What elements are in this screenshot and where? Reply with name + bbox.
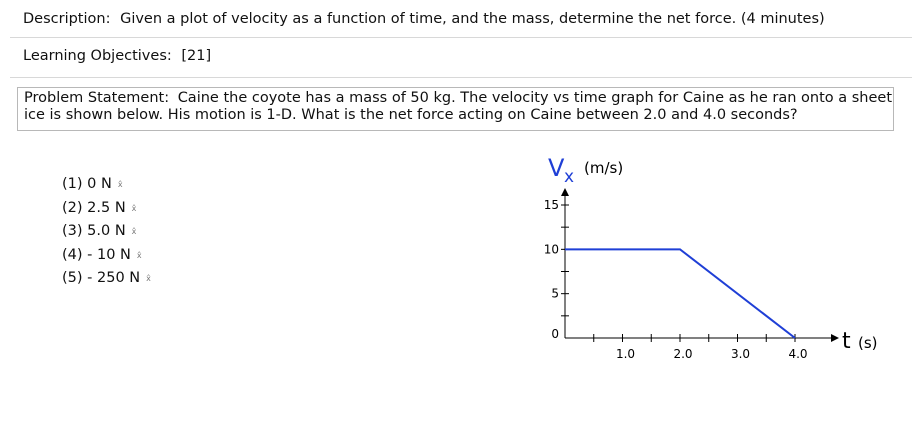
unit-vector-icon: x̂	[131, 203, 137, 213]
x-tick-labels	[616, 347, 808, 361]
y-axis-label-main: V	[548, 154, 565, 182]
y-tick-label: 15	[543, 198, 559, 212]
x-tick-label: 4.0	[788, 347, 808, 361]
description-label: Description:	[23, 11, 111, 27]
velocity-series-line	[565, 249, 795, 338]
option-text: - 250 N	[87, 270, 141, 286]
option-number: (3)	[62, 223, 83, 239]
answer-option-1[interactable]	[62, 176, 151, 200]
problem-text: Caine the coyote has a mass of 50 kg. The velocity vs time graph for Caine as he ran onto a sheet ice is shown below. His motion is 1-D. What is the net force acting on Caine between 2.0 and 4.0 seconds?	[24, 90, 893, 123]
y-tick-label: 0	[551, 327, 559, 341]
problem-label: Problem Statement:	[24, 90, 170, 106]
y-axis-label-unit: (m/s)	[584, 159, 624, 177]
option-number: (2)	[62, 199, 83, 216]
velocity-time-graph	[520, 148, 900, 378]
option-number: (4)	[62, 246, 83, 263]
x-tick-label: 1.0	[615, 347, 636, 361]
option-text: 2.5 N	[87, 199, 126, 216]
option-number: (1)	[62, 176, 83, 192]
unit-vector-icon: x̂	[136, 250, 142, 260]
y-tick-labels	[544, 198, 559, 341]
problem-statement-box	[17, 87, 894, 131]
x-tick-label: 3.0	[730, 347, 751, 361]
divider	[10, 37, 912, 38]
answer-options	[62, 176, 151, 294]
y-tick-label: 10	[543, 242, 559, 257]
description-line	[23, 11, 825, 27]
objectives-line	[23, 48, 211, 64]
unit-vector-icon: x̂	[117, 180, 123, 189]
x-axis-label-main: t	[842, 329, 851, 354]
option-text: 0 N	[87, 176, 112, 192]
option-number: (5)	[62, 270, 83, 286]
unit-vector-icon: x̂	[146, 274, 151, 283]
unit-vector-icon: x̂	[131, 227, 137, 236]
x-tick-label: 2.0	[673, 347, 693, 361]
x-axis-label-unit: (s)	[858, 334, 878, 352]
divider	[10, 77, 912, 78]
answer-option-5[interactable]	[62, 270, 151, 294]
answer-option-3[interactable]	[62, 223, 151, 247]
y-axis-label-subscript: x	[564, 167, 575, 187]
objectives-text: [21]	[181, 48, 212, 64]
axis-ticks	[561, 205, 795, 342]
answer-option-2[interactable]	[62, 200, 151, 224]
option-text: - 10 N	[87, 246, 131, 263]
description-text: Given a plot of velocity as a function of time, and the mass, determine the net force. (4 minutes)	[120, 11, 825, 27]
option-text: 5.0 N	[87, 223, 126, 239]
answer-option-4[interactable]	[62, 247, 151, 271]
y-tick-label: 5	[551, 286, 559, 301]
objectives-label: Learning Objectives:	[23, 48, 172, 64]
